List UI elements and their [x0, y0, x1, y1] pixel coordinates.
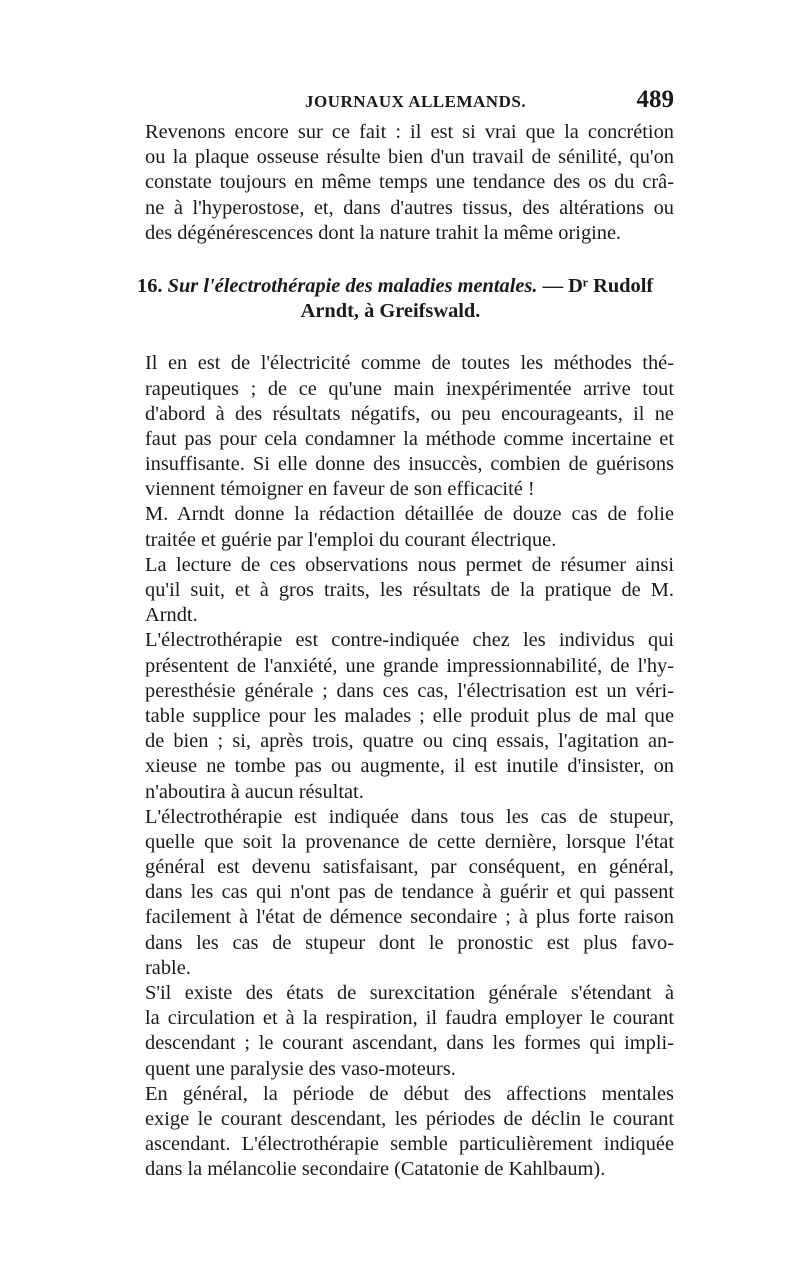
- text-line: L'électrothérapie est indiquée dans tous les cas de stupeur,: [145, 805, 674, 828]
- text-line: constate toujours en même temps une tendance des os du crâ-: [145, 171, 674, 194]
- text-line: faut pas pour cela condamner la méthode comme incertaine et: [145, 427, 674, 450]
- text-line: exige le courant descendant, les périodes de déclin le courant: [145, 1107, 674, 1130]
- paragraph: [137, 502, 674, 552]
- paragraph: [137, 981, 674, 1082]
- text-line: viennent témoigner en faveur de son efficacité !: [145, 478, 535, 501]
- text-line: Arndt.: [145, 604, 198, 627]
- section-author: Dʳ Rudolf: [568, 274, 654, 297]
- text-line: descendant ; le courant ascendant, dans les formes qui impli-: [145, 1032, 674, 1055]
- text-line: de bien ; si, après trois, quatre ou cinq essais, l'agitation an-: [145, 730, 674, 753]
- text-line: M. Arndt donne la rédaction détaillée de douze cas de folie: [145, 503, 674, 526]
- text-line: xieuse ne tombe pas ou augmente, il est inutile d'insister, on: [145, 755, 674, 778]
- section-heading: [137, 274, 674, 324]
- paragraph: [137, 628, 674, 804]
- text-line: rable.: [145, 956, 191, 979]
- text-line: général est devenu satisfaisant, par conséquent, en général,: [145, 856, 674, 879]
- section-number: 16.: [137, 274, 163, 297]
- running-title: JOURNAUX ALLEMANDS.: [305, 92, 527, 111]
- paragraph: [137, 553, 674, 629]
- book-page: [137, 88, 674, 1183]
- section-author-affiliation: Arndt, à Greifswald.: [300, 300, 481, 323]
- paragraph: [137, 805, 674, 981]
- text-line: table supplice pour les malades ; elle produit plus de mal que: [145, 704, 674, 727]
- paragraph: [137, 1082, 674, 1183]
- text-line: n'aboutira à aucun résultat.: [145, 780, 364, 803]
- text-line: traitée et guérie par l'emploi du courant électrique.: [145, 528, 557, 551]
- text-line: L'électrothérapie est contre-indiquée chez les individus qui: [145, 629, 674, 652]
- text-line: quent une paralysie des vaso-moteurs.: [145, 1057, 456, 1080]
- text-line: d'abord à des résultats négatifs, ou peu encourageants, il ne: [145, 402, 674, 425]
- text-line: ou la plaque osseuse résulte bien d'un travail de sénilité, qu'on: [145, 146, 674, 169]
- text-line: dans la mélancolie secondaire (Catatonie de Kahlbaum).: [145, 1158, 606, 1181]
- text-line: S'il existe des états de surexcitation générale s'étendant à: [145, 982, 674, 1005]
- page-header: [137, 88, 674, 118]
- text-line: En général, la période de début des affections mentales: [145, 1082, 674, 1105]
- text-line: qu'il suit, et à gros traits, les résultats de la pratique de M.: [145, 579, 674, 602]
- text-line: Il en est de l'électricité comme de toutes les méthodes thé-: [145, 352, 674, 375]
- text-line: La lecture de ces observations nous permet de résumer ainsi: [145, 553, 674, 576]
- text-line: dans les cas qui n'ont pas de tendance à guérir et qui passent: [145, 881, 674, 904]
- section-dash: —: [542, 274, 563, 297]
- page-number: 489: [636, 86, 674, 113]
- text-line: Revenons encore sur ce fait : il est si vrai que la concrétion: [145, 121, 674, 143]
- text-line: quelle que soit la provenance de cette dernière, lorsque l'état: [145, 830, 674, 853]
- text-line: dans les cas de stupeur dont le pronostic est plus favo-: [145, 931, 674, 954]
- section-title: Sur l'électrothérapie des maladies mentales.: [167, 274, 538, 297]
- text-line: ne à l'hyperostose, et, dans d'autres tissus, des altérations ou: [145, 196, 674, 219]
- text-line: présentent de l'anxiété, une grande impressionnabilité, de l'hy-: [145, 654, 674, 677]
- article-body: [137, 351, 674, 1182]
- paragraph: [137, 351, 674, 502]
- text-line: ascendant. L'électrothérapie semble particulièrement indiquée: [145, 1133, 674, 1156]
- text-line: la circulation et à la respiration, il faudra employer le courant: [145, 1007, 674, 1030]
- text-line: des dégénérescences dont la nature trahit la même origine.: [145, 221, 622, 244]
- text-line: rapeutiques ; de ce qu'une main inexpérimentée arrive tout: [145, 377, 674, 400]
- text-line: peresthésie générale ; dans ces cas, l'électrisation est un véri-: [145, 679, 674, 702]
- text-line: facilement à l'état de démence secondaire ; à plus forte raison: [145, 906, 674, 929]
- intro-paragraph: [137, 120, 674, 246]
- text-line: insuffisante. Si elle donne des insuccès, combien de guérisons: [145, 453, 674, 476]
